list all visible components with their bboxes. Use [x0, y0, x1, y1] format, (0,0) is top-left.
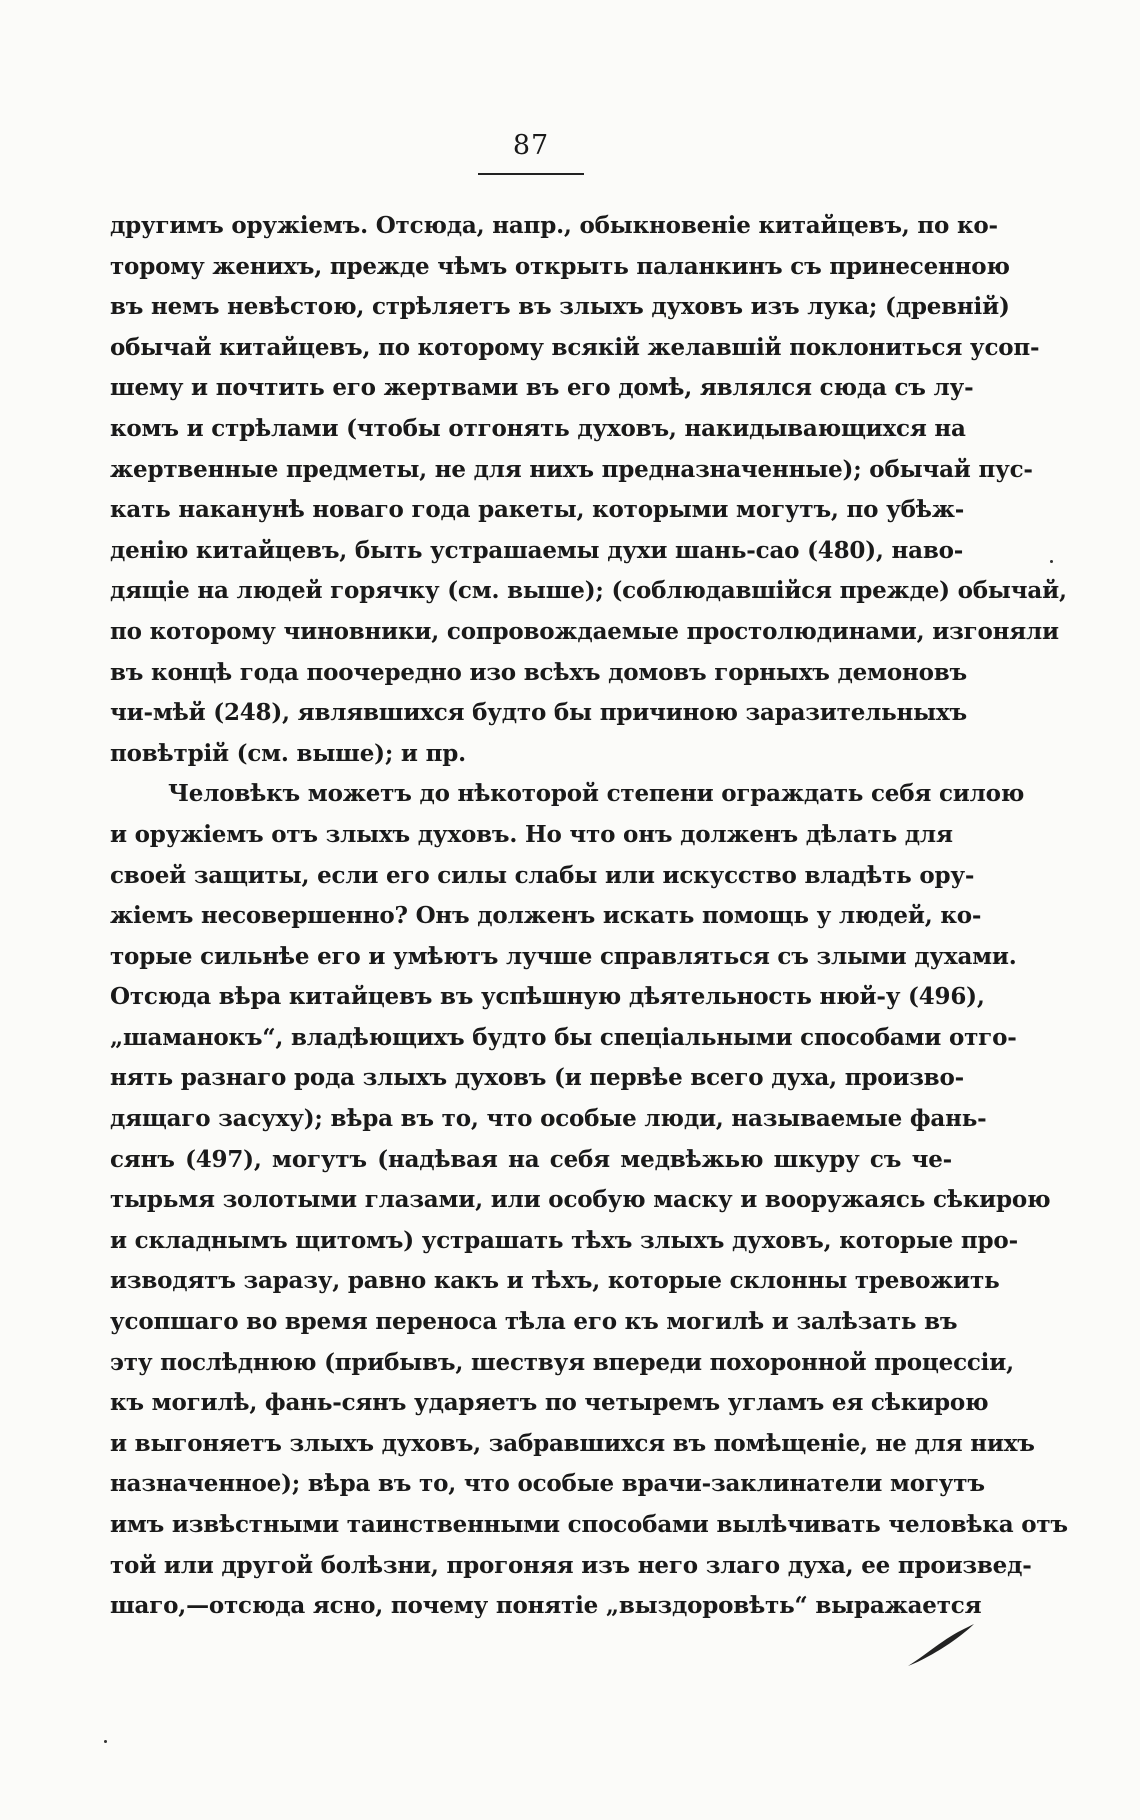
text-line: „шаманокъ“, владѣющихъ будто бы спеціальными способами отго- [110, 1023, 1017, 1051]
text-line: имъ извѣстными таинственными способами вылѣчивать человѣка отъ [110, 1511, 1068, 1538]
text-line: той или другой болѣзни, прогоняя изъ него злаго духа, ее произвед- [110, 1551, 1032, 1579]
text-line: тырьмя золотыми глазами, или особую маску и вооружаясь сѣкирою [110, 1186, 1051, 1214]
text-line: комъ и стрѣлами (чтобы отгонять духовъ, накидывающихся на [110, 414, 966, 442]
text-line: жертвенные предметы, не для нихъ предназначенные); обычай пус- [110, 455, 1033, 483]
text-line: назначенное); вѣра въ то, что особые врачи-заклинатели могутъ [110, 1470, 985, 1498]
ink-stroke-mark [906, 1620, 976, 1670]
text-line: обычай китайцевъ, по которому всякій желавшій поклониться усоп- [110, 333, 1040, 361]
text-line: нять разнаго рода злыхъ духовъ (и первѣе всего духа, произво- [110, 1064, 964, 1092]
text-line: шаго,—отсюда ясно, почему понятіе „выздоровѣть“ выражается [110, 1592, 982, 1620]
text-line: своей защиты, если его силы слабы или искусство владѣть ору- [110, 861, 975, 889]
text-line: денію китайцевъ, быть устрашаемы духи шань-сао (480), наво- [110, 536, 964, 564]
text-line: дящаго засуху); вѣра въ то, что особые люди, называемые фань- [110, 1105, 987, 1133]
paper-speck [1050, 560, 1053, 563]
paragraph-2 [110, 774, 1068, 1626]
text-line: въ немъ невѣстою, стрѣляетъ въ злыхъ духовъ изъ лука; (древній) [110, 293, 1010, 321]
text-line: и складнымъ щитомъ) устрашать тѣхъ злыхъ духовъ, которые про- [110, 1226, 1018, 1254]
text-line: и выгоняетъ злыхъ духовъ, забравшихся въ помѣщеніе, не для нихъ [110, 1429, 1035, 1457]
text-line: къ могилѣ, фань-сянъ ударяетъ по четыремъ угламъ ея сѣкирою [110, 1389, 989, 1417]
text-line: чи-мѣй (248), являвшихся будто бы причиною заразительныхъ [110, 699, 967, 727]
page-number: 87 [512, 130, 550, 161]
text-line: шему и почтить его жертвами въ его домѣ, являлся сюда съ лу- [110, 374, 974, 402]
text-line: Человѣкъ можетъ до нѣкоторой степени ограждать себя силою [168, 780, 1025, 808]
paragraph-1 [110, 206, 1067, 774]
paper-speck [104, 1740, 107, 1743]
text-line: по которому чиновники, сопровождаемые простолюдинами, изгоняли [110, 617, 1059, 645]
text-line: другимъ оружіемъ. Отсюда, напр., обыкновеніе китайцевъ, по ко- [110, 212, 998, 239]
text-line: повѣтрій (см. выше); и пр. [110, 739, 466, 767]
text-line: въ концѣ года поочередно изо всѣхъ домовъ горныхъ демоновъ [110, 658, 967, 686]
text-line: изводятъ заразу, равно какъ и тѣхъ, которые склонны тревожить [110, 1267, 1000, 1295]
text-line: торые сильнѣе его и умѣютъ лучше справляться съ злыми духами. [110, 942, 1017, 970]
text-line: Отсюда вѣра китайцевъ въ успѣшную дѣятельность нюй-у (496), [110, 983, 985, 1011]
text-line: и оружіемъ отъ злыхъ духовъ. Но что онъ долженъ дѣлать для [110, 820, 953, 848]
page-number-rule [478, 173, 584, 175]
body-text [110, 206, 1068, 1627]
text-line: сянъ (497), могутъ (надѣвая на себя медвѣжью шкуру съ че- [110, 1145, 952, 1173]
text-line: дящіе на людей горячку (см. выше); (соблюдавшійся прежде) обычай, [110, 577, 1067, 605]
text-line: торому женихъ, прежде чѣмъ открыть паланкинъ съ принесенною [110, 252, 1010, 280]
text-line: жіемъ несовершенно? Онъ долженъ искать помощь у людей, ко- [110, 902, 982, 930]
text-line: эту послѣднюю (прибывъ, шествуя впереди похоронной процессіи, [110, 1348, 1014, 1376]
text-line: усопшаго во время переноса тѣла его къ могилѣ и залѣзать въ [110, 1308, 958, 1336]
text-line: кать наканунѣ новаго года ракеты, которыми могутъ, по убѣж- [110, 496, 965, 524]
